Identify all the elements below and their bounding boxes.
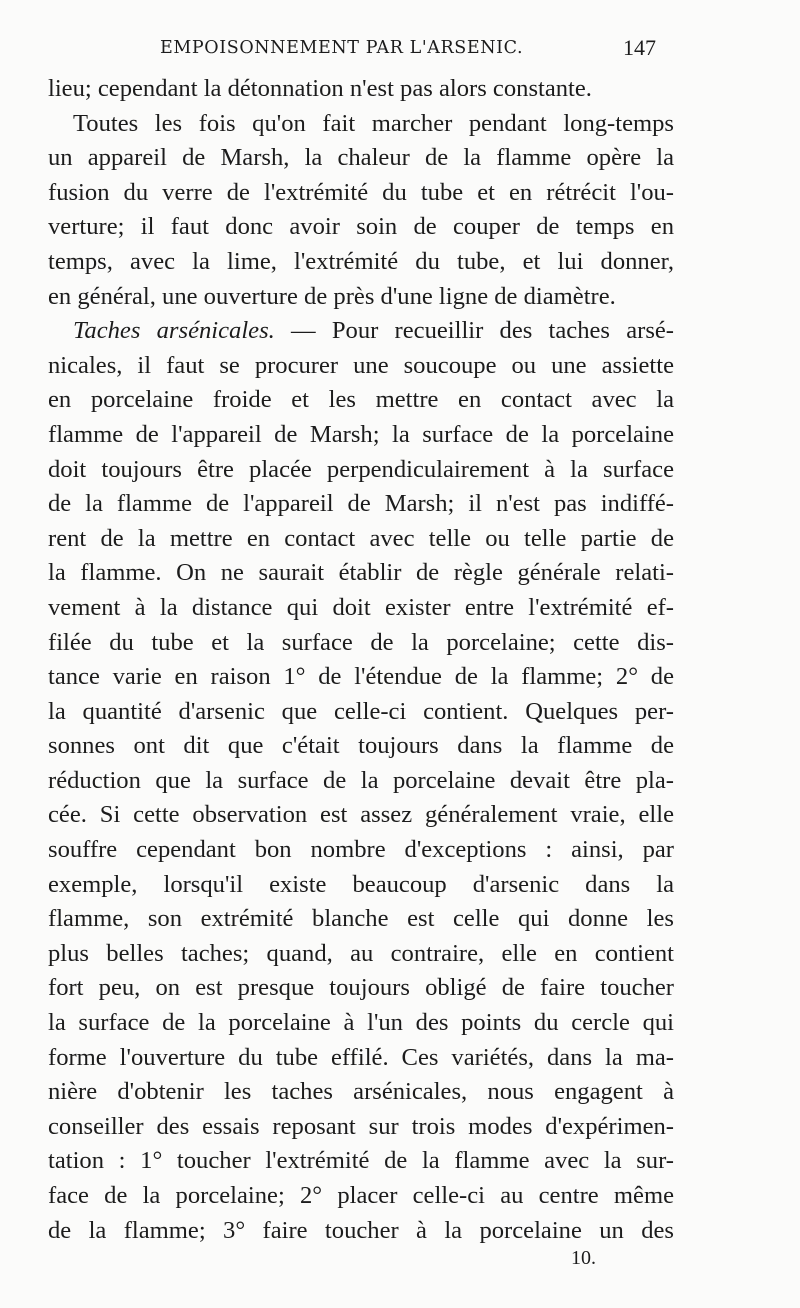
text-line-rest: — Pour recueillir des taches arsé- <box>291 317 674 345</box>
text-line: plus belles taches; quand, au contraire, elle en contient <box>48 939 674 967</box>
text-line: Toutes les fois qu'on fait marcher pendant long-temps <box>73 109 674 137</box>
text-line: face de la porcelaine; 2° placer celle-ci au centre même <box>48 1182 674 1209</box>
text-line: tance varie en raison 1° de l'étendue de la flamme; 2° de <box>48 663 674 691</box>
text-line: lieu; cependant la détonnation n'est pas alors constante. <box>48 75 592 102</box>
section-heading: Taches arsénicales. <box>73 317 275 345</box>
page-number: 147 <box>623 35 656 60</box>
text-line: fusion du verre de l'extrémité du tube et en rétrécit l'ou- <box>48 178 674 206</box>
text-line: cée. Si cette observation est assez généralement vraie, elle <box>48 801 674 829</box>
text-line: la quantité d'arsenic que celle-ci contient. Quelques per- <box>48 697 674 725</box>
text-line: souffre cependant bon nombre d'exceptions : ainsi, par <box>48 836 674 864</box>
text-line: en porcelaine froide et les mettre en contact avec la <box>48 386 674 414</box>
text-line: la surface de la porcelaine à l'un des points du cercle qui <box>48 1009 674 1037</box>
text-line: nicales, il faut se procurer une soucoupe ou une assiette <box>48 351 674 379</box>
text-line: vement à la distance qui doit exister entre l'extrémité ef- <box>48 593 674 621</box>
text-line: conseiller des essais reposant sur trois modes d'expérimen- <box>48 1112 674 1140</box>
text-line: de la flamme de l'appareil de Marsh; il n'est pas indiffé- <box>48 490 674 518</box>
text-line: fort peu, on est presque toujours obligé de faire toucher <box>48 974 674 1002</box>
text-line: rent de la mettre en contact avec telle ou telle partie de <box>48 524 674 552</box>
text-line: nière d'obtenir les taches arsénicales, nous engagent à <box>48 1078 674 1106</box>
text-line <box>48 314 674 349</box>
text-line: filée du tube et la surface de la porcelaine; cette dis- <box>48 628 674 656</box>
text-line: en général, une ouverture de près d'une ligne de diamètre. <box>48 282 616 310</box>
text-line: tation : 1° toucher l'extrémité de la flamme avec la sur- <box>48 1147 674 1175</box>
text-line: la flamme. On ne saurait établir de règle générale relati- <box>48 559 674 587</box>
text-line: flamme, son extrémité blanche est celle qui donne les <box>48 905 674 933</box>
text-line: de la flamme; 3° faire toucher à la porcelaine un des <box>48 1216 674 1244</box>
text-line: exemple, lorsqu'il existe beaucoup d'arsenic dans la <box>48 870 674 898</box>
text-line: forme l'ouverture du tube effilé. Ces variétés, dans la ma- <box>48 1043 674 1071</box>
text-line: temps, avec la lime, l'extrémité du tube, et lui donner, <box>48 247 674 275</box>
text-line: doit toujours être placée perpendiculairement à la surface <box>48 455 674 483</box>
text-line: réduction que la surface de la porcelaine devait être pla- <box>48 766 674 794</box>
body-text <box>48 72 674 1248</box>
text-line: sonnes ont dit que c'était toujours dans la flamme de <box>48 732 674 760</box>
running-header <box>48 30 656 66</box>
text-line: flamme de l'appareil de Marsh; la surface de la porcelaine <box>48 420 674 448</box>
text-line: verture; il faut donc avoir soin de couper de temps en <box>48 213 674 241</box>
running-title: EMPOISONNEMENT PAR L'ARSENIC. <box>160 38 524 58</box>
signature-mark: 10. <box>571 1247 596 1269</box>
text-line: un appareil de Marsh, la chaleur de la flamme opère la <box>48 144 674 172</box>
